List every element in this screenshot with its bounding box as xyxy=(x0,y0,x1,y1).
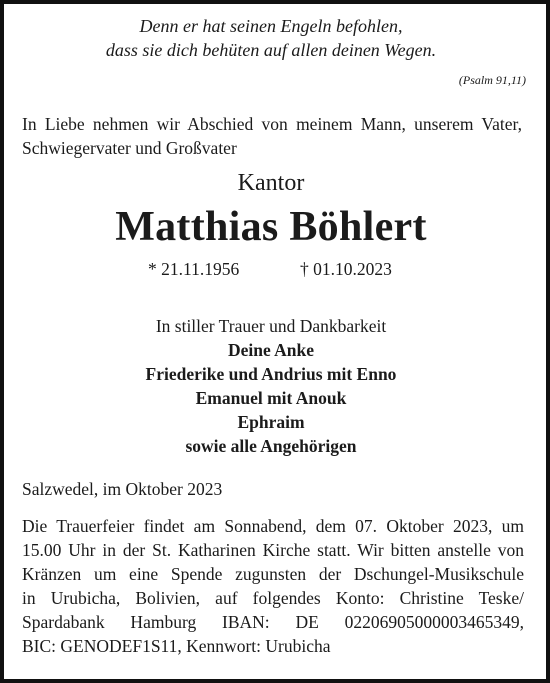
verse-line-1: Denn er hat seinen Engeln befohlen, xyxy=(139,16,403,36)
funeral-notice-line: BIC: GENODEF1S11, Kennwort: Urubicha xyxy=(22,636,331,656)
mourner-name: Friederike und Andrius mit Enno xyxy=(145,364,397,384)
verse-source: (Psalm 91,11) xyxy=(458,73,526,87)
funeral-notice-line: in Urubicha, Bolivien, auf folgendes Konto: Christine Teske/ xyxy=(22,588,524,608)
mourner-name: Ephraim xyxy=(237,412,305,432)
funeral-notice-line: 15.00 Uhr in der St. Katharinen Kirche statt. Wir bitten anstelle von xyxy=(22,540,524,560)
birth-date: * 21.11.1956 xyxy=(148,259,240,279)
mourner-name: sowie alle Angehörigen xyxy=(185,436,357,456)
deceased-title: Kantor xyxy=(237,170,305,196)
mourners-list xyxy=(0,314,542,458)
verse-line-2: dass sie dich behüten auf allen deinen Wegen. xyxy=(105,40,437,60)
mourners-intro: In stiller Trauer und Dankbarkeit xyxy=(155,316,387,336)
funeral-notice xyxy=(22,514,524,658)
funeral-notice-line: Kränzen um eine Spende zugunsten der Dschungel-Musikschule xyxy=(22,564,524,584)
bible-verse xyxy=(0,14,542,62)
mourner-name: Deine Anke xyxy=(227,340,315,360)
funeral-notice-line: Spardabank Hamburg IBAN: DE 02206905000003465349, xyxy=(22,612,524,632)
deceased-name: Matthias Böhlert xyxy=(115,204,427,250)
funeral-notice-line: Die Trauerfeier findet am Sonnabend, dem 07. Oktober 2023, um xyxy=(22,516,524,536)
death-date: † 01.10.2023 xyxy=(300,259,392,279)
mourner-name: Emanuel mit Anouk xyxy=(195,388,347,408)
place-and-date: Salzwedel, im Oktober 2023 xyxy=(22,479,223,499)
farewell-intro: In Liebe nehmen wir Abschied von meinem Mann, unserem Vater, Schwiegervater und Großvater xyxy=(22,114,522,158)
